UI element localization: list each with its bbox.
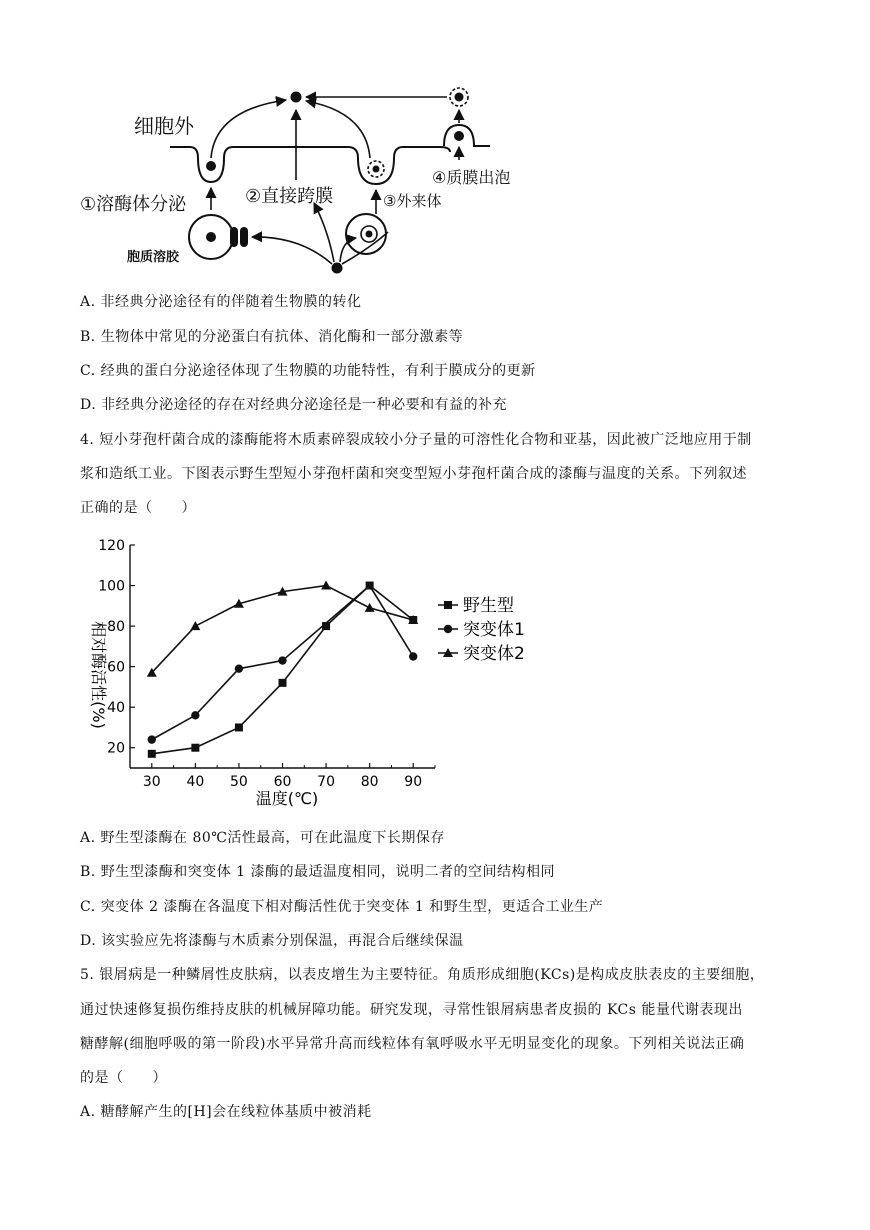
data-point bbox=[235, 664, 243, 672]
outside-label: 细胞外 bbox=[134, 114, 194, 138]
q4-option-c: C. 突变体 2 漆酶在各温度下相对酶活性优于突变体 1 和野生型，更适合工业生产 bbox=[80, 899, 604, 915]
q4-option-b: B. 野生型漆酶和突变体 1 漆酶的最适温度相同，说明二者的空间结构相同 bbox=[80, 864, 555, 880]
x-axis-label: 温度(℃) bbox=[255, 789, 319, 808]
q5-stem-line-2: 通过快速修复损伤维持皮肤的机械屏障功能。研究发现，寻常性银屑病患者皮损的 KCs 能量代谢表现出 bbox=[80, 1002, 743, 1018]
data-point bbox=[191, 711, 199, 719]
x-tick-label: 50 bbox=[230, 774, 248, 790]
membrane-bleb bbox=[444, 125, 490, 146]
q4-option-d: D. 该实验应先将漆酶与木质素分别保温，再混合后继续保温 bbox=[80, 933, 464, 949]
data-point bbox=[190, 621, 200, 630]
pathway-direct-label: ②直接跨膜 bbox=[245, 186, 334, 207]
q5-stem-line-3: 糖酵解(细胞呼吸的第一阶段)水平异常升高而线粒体有氧呼吸水平无明显变化的现象。下列相关说法正确 bbox=[80, 1036, 745, 1052]
secreted-protein-dot bbox=[291, 92, 302, 103]
pathway-exosome-label: ③外来体 bbox=[383, 192, 442, 210]
q5-stem-line-4: 的是（ ） bbox=[80, 1070, 167, 1086]
enzyme-activity-chart bbox=[75, 530, 535, 815]
y-tick-label: 60 bbox=[107, 659, 125, 676]
pathway-lysosome-label: ①溶酶体分泌 bbox=[80, 194, 187, 215]
data-point bbox=[191, 744, 199, 752]
series-0 bbox=[148, 582, 417, 758]
data-point bbox=[321, 581, 331, 590]
legend-label: 野生型 bbox=[463, 596, 514, 616]
pathway-bleb-label: ④质膜出泡 bbox=[432, 168, 511, 187]
y-tick-label: 80 bbox=[107, 619, 125, 636]
legend-label: 突变体2 bbox=[463, 644, 525, 664]
legend-label: 突变体1 bbox=[463, 620, 525, 640]
y-tick-label: 100 bbox=[98, 578, 125, 595]
q3-option-b: B. 生物体中常见的分泌蛋白有抗体、消化酶和一部分激素等 bbox=[80, 329, 464, 345]
cytosolic-protein-dot bbox=[332, 263, 343, 274]
cytosol-label: 胞质溶胶 bbox=[127, 250, 180, 265]
series-1 bbox=[148, 652, 418, 744]
q3-option-c: C. 经典的蛋白分泌途径体现了生物膜的功能特性，有利于膜成分的更新 bbox=[80, 363, 536, 379]
y-tick-label: 120 bbox=[98, 538, 125, 554]
series-link bbox=[370, 586, 414, 657]
x-tick-label: 40 bbox=[186, 774, 205, 790]
x-tick-label: 80 bbox=[360, 774, 379, 790]
data-point bbox=[365, 603, 375, 612]
q4-stem-line-1: 4. 短小芽孢杆菌合成的漆酶能将木质素碎裂成较小分子量的可溶性化合物和亚基，因此被广泛地应用于制 bbox=[80, 432, 752, 448]
q3-option-a: A. 非经典分泌途径有的伴随着生物膜的转化 bbox=[80, 294, 362, 310]
q4-stem-line-3: 正确的是（ ） bbox=[80, 500, 196, 516]
data-point bbox=[235, 723, 243, 731]
data-point bbox=[279, 679, 287, 687]
x-tick-label: 30 bbox=[142, 774, 161, 790]
q4-option-a: A. 野生型漆酶在 80℃活性最高，可在此温度下长期保存 bbox=[80, 830, 445, 846]
series-line bbox=[152, 661, 283, 740]
q4-stem-line-2: 浆和造纸工业。下图表示野生型短小芽孢杆菌和突变型短小芽孢杆菌合成的漆酶与温度的关系。下列叙述 bbox=[80, 466, 747, 482]
series-link bbox=[283, 586, 370, 661]
y-tick-label: 20 bbox=[107, 740, 125, 757]
x-tick-label: 70 bbox=[317, 774, 335, 790]
q5-stem-line-1: 5. 银屑病是一种鳞屑性皮肤病，以表皮增生为主要特征。角质形成细胞(KCs)是构成皮肤表皮的主要细胞， bbox=[80, 967, 765, 983]
data-point bbox=[148, 735, 156, 743]
x-tick-label: 60 bbox=[273, 774, 292, 790]
data-point bbox=[148, 750, 156, 758]
q3-option-d: D. 非经典分泌途径的存在对经典分泌途径是一种必要和有益的补充 bbox=[80, 397, 508, 413]
x-tick-label: 90 bbox=[404, 774, 423, 790]
y-tick-label: 40 bbox=[107, 700, 125, 717]
legend-marker bbox=[444, 625, 452, 633]
q5-option-a: A. 糖酵解产生的[H]会在线粒体基质中被消耗 bbox=[80, 1104, 372, 1120]
y-axis-label: 相对酶活性(%) bbox=[89, 621, 108, 729]
legend-marker bbox=[444, 601, 452, 609]
